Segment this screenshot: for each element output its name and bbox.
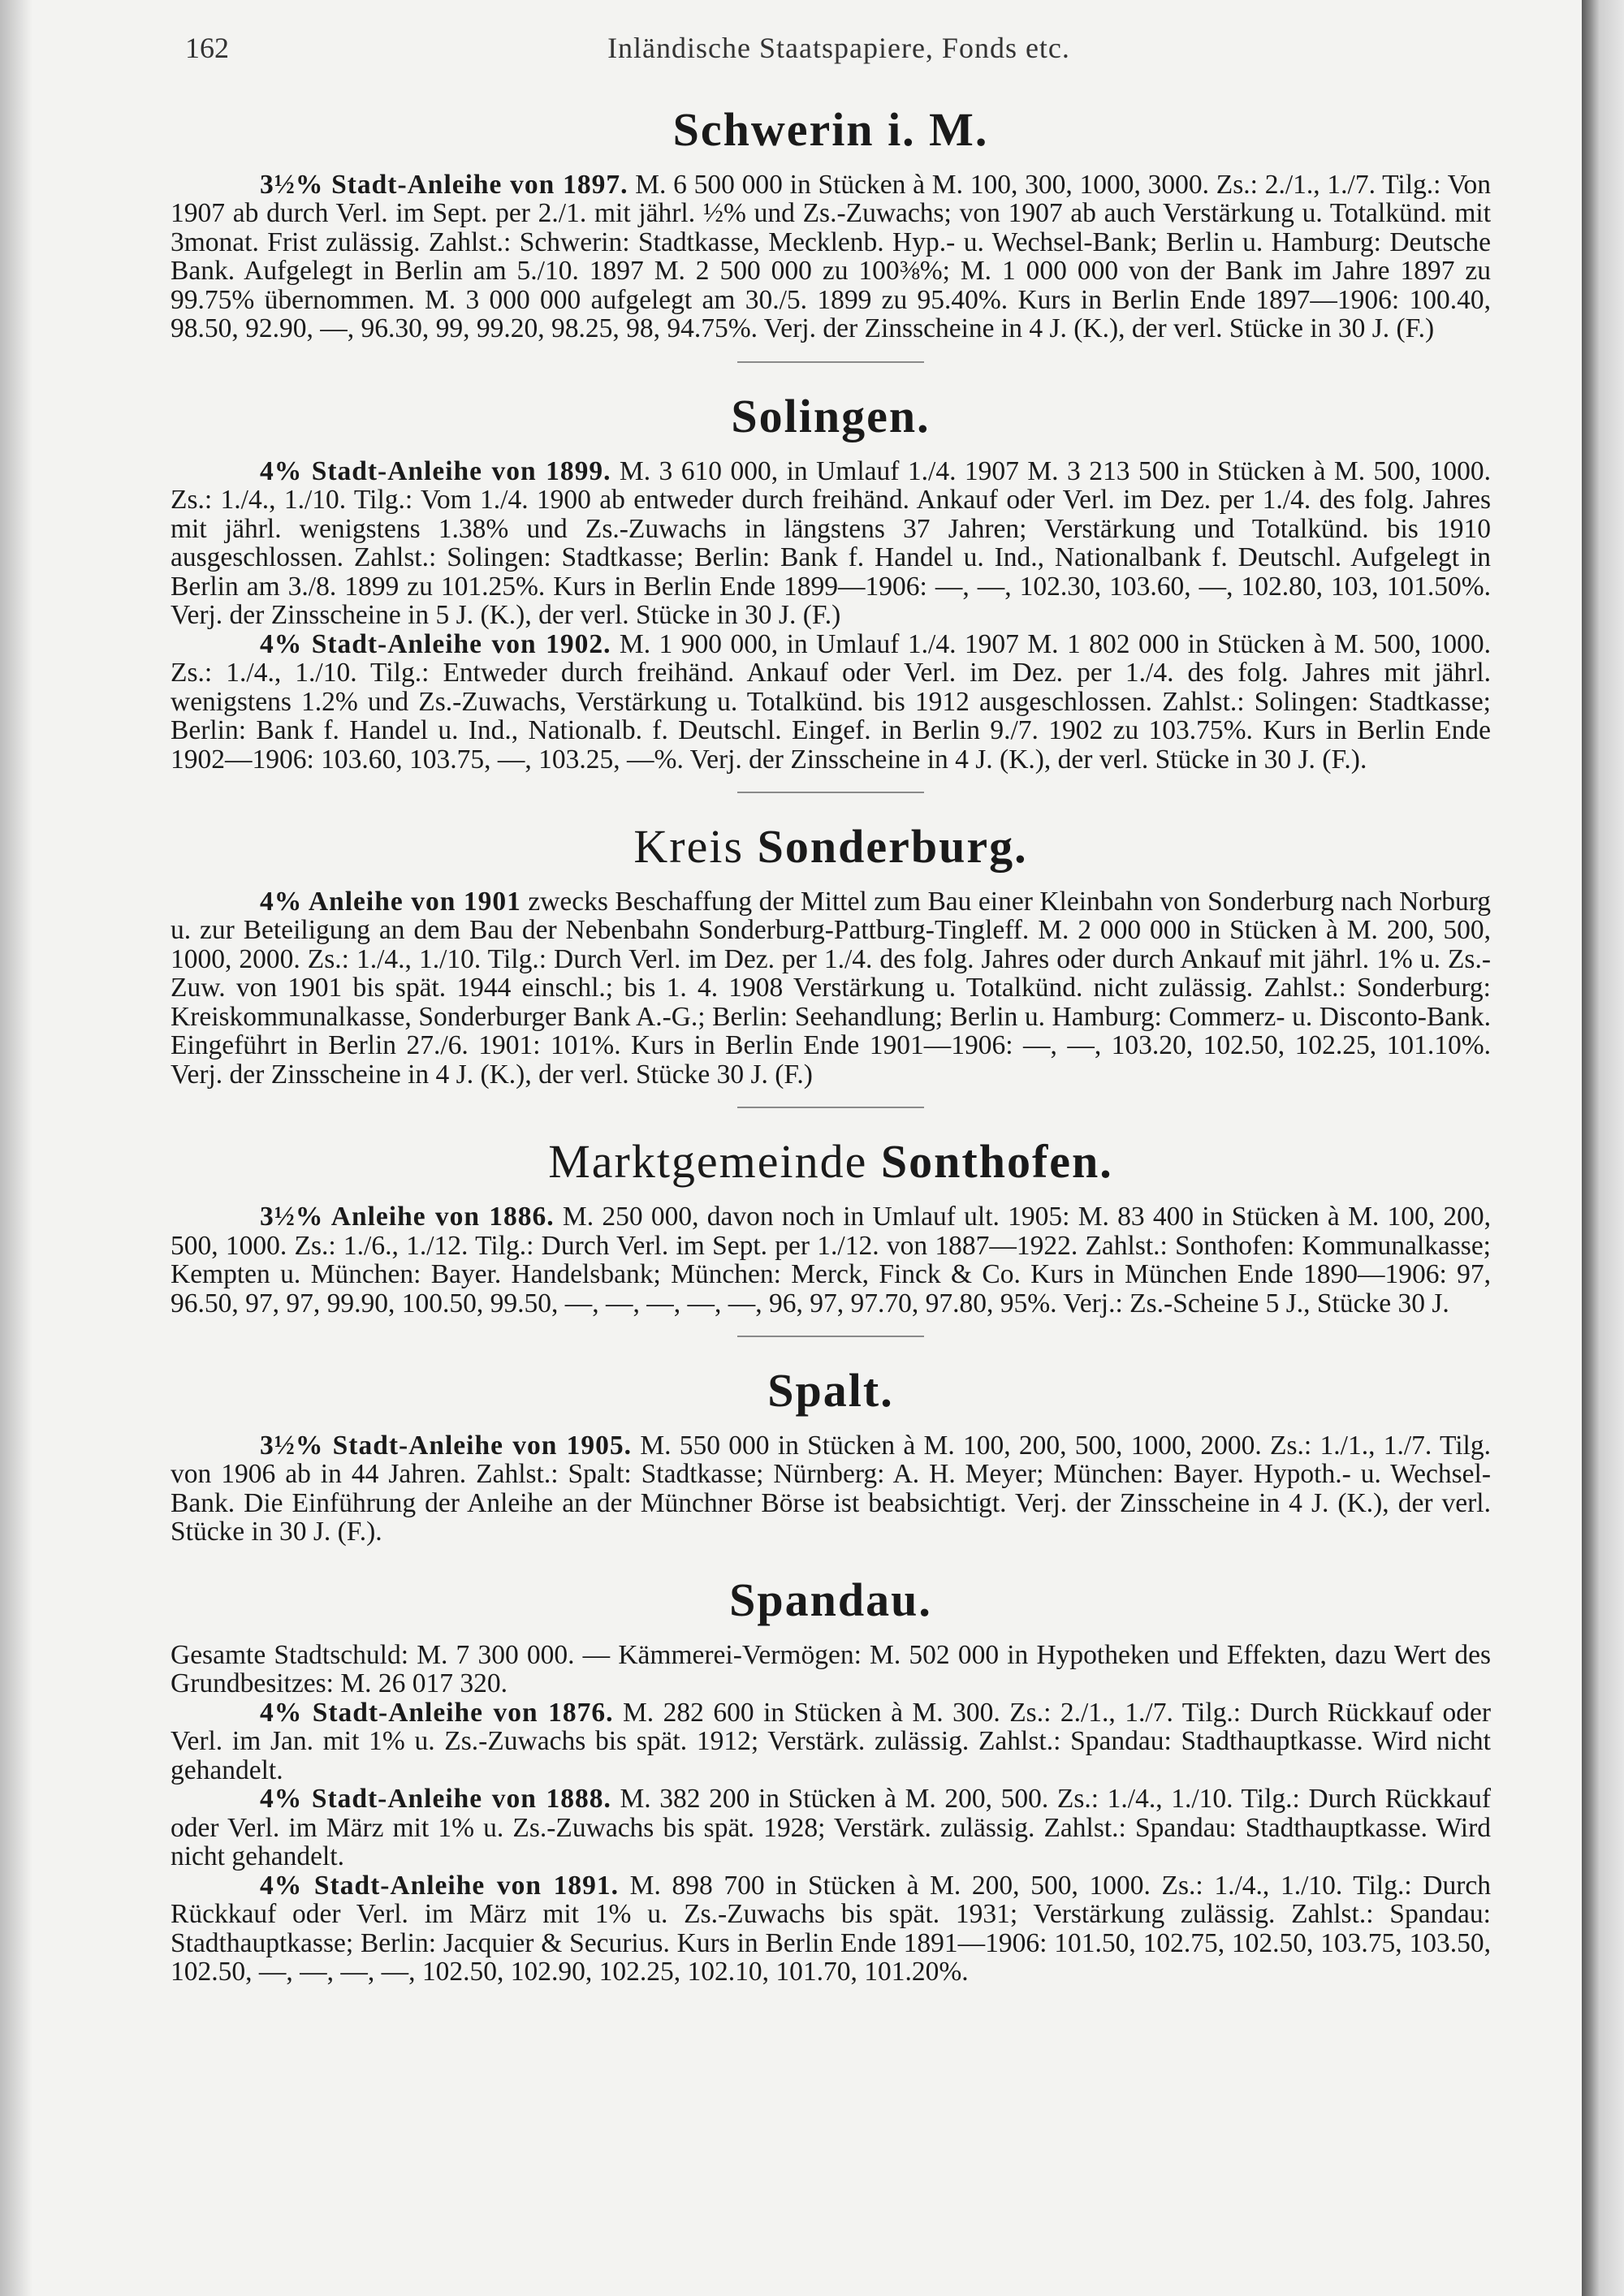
running-title: Inländische Staatspapiere, Fonds etc. xyxy=(607,32,1070,64)
entry-paragraph xyxy=(171,1871,1491,1987)
entry-lead: 4% Stadt-Anleihe von 1876. xyxy=(260,1697,614,1728)
section-title-spalt: Spalt. xyxy=(767,1364,894,1418)
section-title-prefix: Kreis xyxy=(633,820,758,874)
section-title-spandau: Spandau. xyxy=(729,1573,932,1626)
entry-lead: 3½% Anleihe von 1886. xyxy=(260,1202,555,1232)
entry-paragraph xyxy=(171,170,1491,343)
section-title-prefix: Marktgemeinde xyxy=(548,1135,881,1189)
section-title-schwerin: Schwerin i. M. xyxy=(672,103,989,156)
binding-shadow xyxy=(0,0,32,2296)
entry-paragraph xyxy=(171,630,1491,775)
page-number: 162 xyxy=(185,32,229,64)
entry-paragraph xyxy=(171,457,1491,630)
entry-text: M. 3 610 000, in Umlauf 1./4. 1907 M. 3 213 500 in Stücken à M. 500, 1000. Zs.: 1./4., 1./10. Tilg.: Vom 1./4. 1900 ab entweder durch freihänd. Ankauf oder Verl. im Dez. per 1./4. des folg. Jahres mit jährl. wenigstens 1.38% und Zs.-Zuwachs in längstens 37 Jahren; Verstärkung und Totalkünd. bis 1910 ausgeschlossen. Zahlst.: Solingen: Stadtkasse; Berlin: Bank f. Handel u. Ind., Nationalbank f. Deutschl. Aufgelegt in Berlin am 3./8. 1899 zu 101.25%. Kurs in Berlin Ende 1899—1906: —, —, 102.30, 103.60, —, 102.80, 103, 101.50%. Verj. der Zinsscheine in 5 J. (K.), der verl. Stücke in 30 J. (F.) xyxy=(171,455,1491,631)
entry-lead: 4% Anleihe von 1901 xyxy=(260,886,521,917)
section-divider xyxy=(737,792,924,793)
entry-lead: 3½% Stadt-Anleihe von 1905. xyxy=(260,1430,633,1461)
entry-paragraph xyxy=(171,1785,1491,1871)
entry-paragraph xyxy=(171,1698,1491,1785)
section-title-solingen: Solingen. xyxy=(731,389,931,442)
entry-lead: 3½% Stadt-Anleihe von 1897. xyxy=(260,169,628,200)
entry-lead: 4% Stadt-Anleihe von 1888. xyxy=(260,1784,611,1815)
page-header xyxy=(185,31,1492,71)
entry-lead: 4% Stadt-Anleihe von 1899. xyxy=(260,455,611,486)
entry-text: Gesamte Stadtschuld: M. 7 300 000. — Kämmerei-Vermögen: M. 502 000 in Hypotheken und Effekten, dazu Wert des Grundbesitzes: M. 26 017 320. xyxy=(171,1639,1491,1699)
entry-text: M. 250 000, davon noch in Umlauf ult. 1905: M. 83 400 in Stücken à M. 100, 200, 500, 1000. Zs.: 1./6., 1./12. Tilg.: Durch Verl. im Sept. per 1./12. von 1887—1922. Zahlst.: Sonthofen: Kommunalkasse; Kempten u. München: Bayer. Handelsbank; München: Merck, Finck & Co. Kurs in München Ende 1890—1906: 97, 96.50, 97, 97, 99.90, 100.50, 99.50, —, —, —, —, —, 96, 97, 97.70, 97.80, 95%. Verj.: Zs.-Scheine 5 J., Stücke 30 J. xyxy=(171,1202,1492,1318)
entry-lead: 4% Stadt-Anleihe von 1891. xyxy=(260,1870,620,1901)
entry-lead: 4% Stadt-Anleihe von 1902. xyxy=(260,628,611,659)
section-title-sonthofen: Marktgemeinde Sonthofen. xyxy=(548,1135,1113,1189)
entry-text: M. 282 600 in Stücken à M. 300. Zs.: 2./1., 1./7. Tilg.: Durch Rückkauf oder Verl. im Jan. mit 1% u. Zs.-Zuwachs bis spät. 1912; Verstärk. zulässig. Zahlst.: Spandau: Stadthauptkasse. Wird nicht gehandelt. xyxy=(171,1697,1492,1785)
entry-paragraph xyxy=(171,887,1491,1090)
page-edge xyxy=(1582,0,1624,2296)
entry-paragraph xyxy=(171,1202,1491,1318)
section-divider xyxy=(737,1107,924,1108)
entry-text: M. 898 700 in Stücken à M. 200, 500, 1000. Zs.: 1./4., 1./10. Tilg.: Durch Rückkauf oder Verl. im März mit 1% u. Zs.-Zuwachs bis spät. 1931; Verstärkung zulässig. Zahlst.: Spandau: Stadthauptkasse; Berlin: Jacquier & Securius. Kurs in Berlin Ende 1891—1906: 101.50, 102.75, 102.50, 103.75, 103.50, 102.50, —, —, —, —, 102.50, 102.90, 102.25, 102.10, 101.70, 101.20%. xyxy=(171,1870,1492,1987)
entry-text: zwecks Beschaffung der Mittel zum Bau einer Kleinbahn von Sonderburg nach Norburg u. zur Beteiligung an dem Bau der Nebenbahn Sonderburg-Pattburg-Tingleff. M. 2 000 000 in Stücken à M. 200, 500, 1000, 2000. Zs.: 1./4., 1./10. Tilg.: Durch Verl. im Dez. per 1./4. des folg. Jahres oder durch Ankauf mit jährl. 1% u. Zs.-Zuw. von 1901 bis spät. 1944 einschl.; bis 1. 4. 1908 Verstärkung u. Totalkünd. nicht zulässig. Zahlst.: Sonderburg: Kreiskommunalkasse, Sonderburger Bank A.-G.; Berlin: Seehandlung; Berlin u. Hamburg: Commerz- u. Disconto-Bank. Eingeführt in Berlin 27./6. 1901: 101%. Kurs in Berlin Ende 1901—1906: —, —, 103.20, 102.50, 102.25, 101.10%. Verj. der Zinsscheine in 4 J. (K.), der verl. Stücke 30 J. (F.) xyxy=(171,886,1491,1090)
entry-paragraph xyxy=(171,1641,1491,1698)
entry-text: M. 382 200 in Stücken à M. 200, 500. Zs.: 1./4., 1./10. Tilg.: Durch Rückkauf oder Verl. im März mit 1% u. Zs.-Zuwachs bis spät. 1928; Verstärk. zulässig. Zahlst.: Spandau: Stadthauptkasse. Wird nicht gehandelt. xyxy=(171,1784,1492,1872)
entry-text: M. 6 500 000 in Stücken à M. 100, 300, 1000, 3000. Zs.: 2./1., 1./7. Tilg.: Von 1907 ab durch Verl. im Sept. per 2./1. mit jährl. ½% und Zs.-Zuwachs; von 1907 ab auch Verstärkung u. Totalkünd. mit 3monat. Frist zulässig. Zahlst.: Schwerin: Stadtkasse, Mecklenb. Hyp.- u. Wechsel-Bank; Berlin u. Hamburg: Deutsche Bank. Aufgelegt in Berlin am 5./10. 1897 M. 2 500 000 zu 100⅜%; M. 1 000 000 von der Bank im Jahre 1897 zu 99.75% übernommen. M. 3 000 000 aufgelegt am 30./5. 1899 zu 95.40%. Kurs in Berlin Ende 1897—1906: 100.40, 98.50, 92.90, —, 96.30, 99, 99.20, 98.25, 98, 94.75%. Verj. der Zinsscheine in 4 J. (K.), der verl. Stücke in 30 J. (F.) xyxy=(171,169,1491,344)
section-title-sonderburg: Kreis Sonderburg. xyxy=(633,820,1028,874)
entry-paragraph xyxy=(171,1431,1491,1547)
entry-text: M. 550 000 in Stücken à M. 100, 200, 500, 1000, 2000. Zs.: 1./1., 1./7. Tilg. von 1906 ab in 44 Jahren. Zahlst.: Spalt: Stadtkasse; Nürnberg: A. H. Meyer; München: Bayer. Hypoth.- u. Wechsel-Bank. Die Einführung der Anleihe an der Münchner Börse ist beabsichtigt. Verj. der Zinsscheine in 4 J. (K.), der verl. Stücke in 30 J. (F.). xyxy=(171,1430,1491,1547)
page-content xyxy=(171,91,1491,1987)
entry-text: M. 1 900 000, in Umlauf 1./4. 1907 M. 1 802 000 in Stücken à M. 500, 1000. Zs.: 1./4., 1./10. Tilg.: Entweder durch freihänd. Ankauf oder Verl. im Dez. per 1./4. des folg. Jahres mit jährl. wenigstens 1.2% und Zs.-Zuwachs, Verstärkung u. Totalkünd. bis 1912 ausgeschlossen. Zahlst.: Solingen: Stadtkasse; Berlin: Bank f. Handel u. Ind., Nationalb. f. Deutschl. Eingef. in Berlin 9./7. 1902 zu 103.75%. Kurs in Berlin Ende 1902—1906: 103.60, 103.75, —, 103.25, —%. Verj. der Zinsscheine in 4 J. (K.), der verl. Stücke in 30 J. (F.). xyxy=(171,628,1491,775)
section-divider xyxy=(737,361,924,363)
section-divider xyxy=(737,1336,924,1337)
